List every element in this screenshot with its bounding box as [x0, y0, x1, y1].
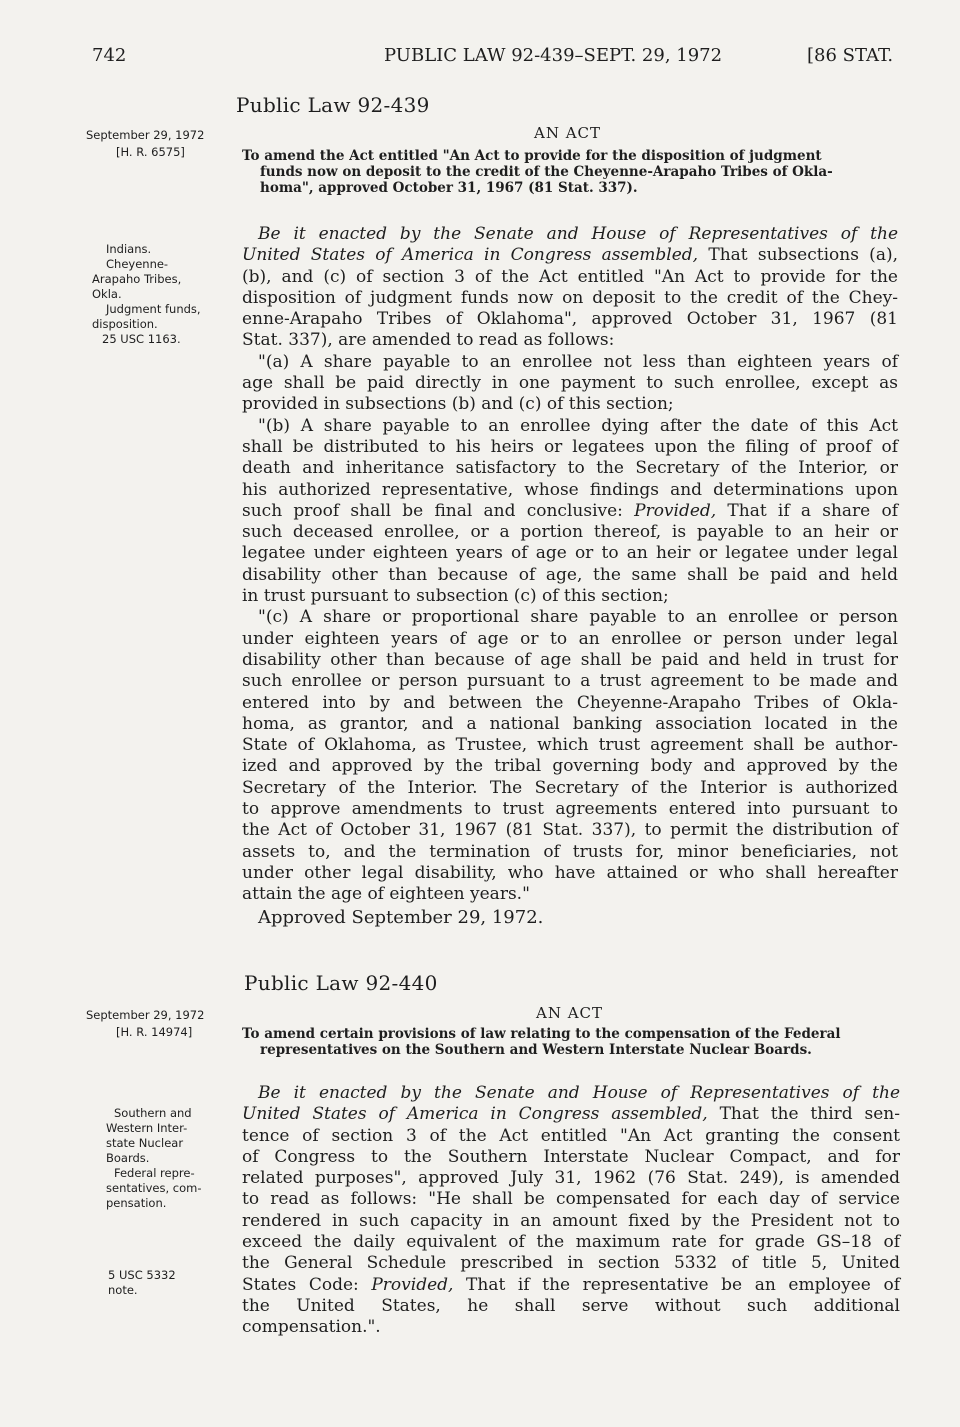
- law1-body: [242, 224, 898, 906]
- law1-body-line: Stat. 337), are amended to read as follows:: [242, 330, 615, 351]
- body-text: That if the representative be an employee of: [453, 1274, 900, 1295]
- law1-body-line: to approve amendments to trust agreements entered into pursuant to: [242, 799, 898, 820]
- margin-note: Arapaho Tribes,: [92, 272, 182, 286]
- law2-body: [242, 1083, 900, 1339]
- law2-date: September 29, 1972: [86, 1008, 205, 1022]
- law1-body-line: disability other than because of age shall be paid and held in trust for: [242, 649, 898, 670]
- law1-body-line: (b), and (c) of section 3 of the Act entitled "An Act to provide for the: [242, 266, 898, 287]
- law2-body-line: [242, 1104, 900, 1125]
- law1-body-line: under other legal disability, who have attained or who shall hereafter: [242, 862, 898, 883]
- law1-title-line: To amend the Act entitled "An Act to provide for the disposition of judgment: [242, 148, 822, 164]
- margin-note: note.: [108, 1283, 138, 1297]
- law1-body-line: disability other than because of age, the same shall be paid and held: [242, 564, 898, 585]
- body-text: That if a share of: [716, 500, 898, 521]
- law1-body-line: Secretary of the Interior. The Secretary of the Interior is authorized: [242, 777, 898, 798]
- enacting-italic: United States of America in Congress assembled,: [242, 245, 699, 266]
- law2-title: [242, 1026, 902, 1058]
- enacting-italic: United States of America in Congress assembled,: [242, 1104, 708, 1125]
- margin-note: Indians.: [106, 242, 152, 256]
- enacting-italic: Be it enacted by the Senate and House of Representatives of the: [258, 224, 898, 244]
- law2-date-block: [86, 1007, 204, 1041]
- law1-heading: Public Law 92-439: [236, 93, 430, 117]
- law2-an-act: AN ACT: [536, 1004, 604, 1022]
- law1-bill-number: [H. R. 6575]: [116, 145, 185, 159]
- enacting-italic: Be it enacted by the Senate and House of Representatives of the: [258, 1083, 900, 1103]
- law2-body-line: compensation.".: [242, 1317, 381, 1338]
- law1-body-line: homa, as grantor, and a national banking association located in the: [242, 713, 898, 734]
- margin-note: disposition.: [92, 317, 158, 331]
- law1-body-line: assets to, and the termination of trusts for, minor beneficiaries, not: [242, 841, 898, 862]
- margin-note: Southern and: [114, 1106, 192, 1120]
- body-text: States Code:: [242, 1274, 372, 1295]
- margin-note: Cheyenne-: [106, 257, 169, 271]
- law1-title: [242, 148, 902, 196]
- law1-margin-notes: [92, 242, 201, 347]
- body-text: That the third sen-: [707, 1104, 900, 1125]
- law2-body-line: tence of section 3 of the Act entitled "An Act granting the consent: [242, 1125, 900, 1146]
- margin-note: Federal repre-: [114, 1166, 195, 1180]
- law1-body-line: shall be distributed to his heirs or legatees upon the filing of proof of: [242, 436, 898, 457]
- margin-note: Boards.: [106, 1151, 150, 1165]
- law1-body-line: [242, 501, 898, 522]
- law1-body-line: "(b) A share payable to an enrollee dying after the date of this Act: [258, 415, 898, 436]
- margin-note: Western Inter-: [106, 1121, 188, 1135]
- law1-body-line: "(c) A share or proportional share payable to an enrollee or person: [258, 607, 898, 628]
- law1-enacting-line: [242, 224, 898, 245]
- law1-an-act: AN ACT: [534, 124, 602, 142]
- law1-body-line: under eighteen years of age or to an enrollee or person under legal: [242, 628, 898, 649]
- law1-body-line: disposition of judgment funds now on deposit to the credit of the Chey-: [242, 287, 898, 308]
- law1-body-line: attain the age of eighteen years.": [242, 884, 530, 905]
- law1-body-line: legatee under eighteen years of age or to an heir or legatee under legal: [242, 543, 898, 564]
- law1-body-line: entered into by and between the Cheyenne-Arapaho Tribes of Okla-: [242, 692, 898, 713]
- volume-reference: [86 STAT.: [807, 45, 894, 66]
- law2-body-line: the United States, he shall serve without such additional: [242, 1295, 900, 1316]
- margin-note: sentatives, com-: [106, 1181, 202, 1195]
- law2-title-line: representatives on the Southern and Western Interstate Nuclear Boards.: [260, 1042, 812, 1058]
- law2-bill-number: [H. R. 14974]: [116, 1025, 193, 1039]
- law1-body-line: such deceased enrollee, or a portion thereof, is payable to an heir or: [242, 522, 898, 543]
- law1-body-line: in trust pursuant to subsection (c) of this section;: [242, 586, 669, 607]
- page-number: 742: [92, 45, 127, 66]
- margin-note: state Nuclear: [106, 1136, 184, 1150]
- law2-title-line: To amend certain provisions of law relating to the compensation of the Federal: [242, 1026, 841, 1042]
- margin-note: Judgment funds,: [106, 302, 201, 316]
- law1-date-block: [86, 127, 204, 161]
- law1-body-line: "(a) A share payable to an enrollee not less than eighteen years of: [258, 351, 898, 372]
- law1-approved: Approved September 29, 1972.: [258, 907, 544, 928]
- running-title: PUBLIC LAW 92-439–SEPT. 29, 1972: [384, 45, 723, 66]
- provided-italic: Provided,: [371, 1274, 454, 1295]
- law2-margin-notes-usc: [108, 1268, 176, 1298]
- margin-note: 25 USC 1163.: [102, 332, 181, 346]
- law1-title-line: homa", approved October 31, 1967 (81 Stat. 337).: [260, 180, 638, 196]
- law2-enacting-line: [242, 1083, 900, 1104]
- law2-heading: Public Law 92-440: [244, 971, 438, 995]
- body-text: such proof shall be final and conclusive:: [242, 500, 635, 521]
- law1-body-line: [242, 245, 898, 266]
- margin-note: Okla.: [92, 287, 122, 301]
- law1-body-line: the Act of October 31, 1967 (81 Stat. 337), to permit the distribution of: [242, 820, 898, 841]
- law2-body-line: rendered in such capacity in an amount fixed by the President not to: [242, 1210, 900, 1231]
- law1-body-line: enne-Arapaho Tribes of Oklahoma", approved October 31, 1967 (81: [242, 309, 898, 330]
- law1-body-line: death and inheritance satisfactory to the Secretary of the Interior, or: [242, 458, 898, 479]
- margin-note: 5 USC 5332: [108, 1268, 176, 1282]
- law1-body-line: ized and approved by the tribal governing body and approved by the: [242, 756, 898, 777]
- law1-body-line: State of Oklahoma, as Trustee, which trust agreement shall be author-: [242, 735, 898, 756]
- law2-body-line: related purposes", approved July 31, 1962 (76 Stat. 249), is amended: [242, 1168, 900, 1189]
- law1-date: September 29, 1972: [86, 128, 205, 142]
- law2-margin-notes: [106, 1106, 202, 1211]
- law1-body-line: his authorized representative, whose findings and determinations upon: [242, 479, 898, 500]
- law1-body-line: age shall be paid directly in one payment to such enrollee, except as: [242, 373, 898, 394]
- page-header: [0, 45, 960, 75]
- law1-body-line: provided in subsections (b) and (c) of this section;: [242, 394, 674, 415]
- law2-body-line: exceed the daily equivalent of the maximum rate for grade GS–18 of: [242, 1232, 900, 1253]
- law2-body-line: of Congress to the Southern Interstate Nuclear Compact, and for: [242, 1146, 900, 1167]
- law2-body-line: to read as follows: "He shall be compensated for each day of service: [242, 1189, 900, 1210]
- law2-body-line: [242, 1275, 900, 1296]
- law2-body-line: the General Schedule prescribed in section 5332 of title 5, United: [242, 1253, 900, 1274]
- law1-title-line: funds now on deposit to the credit of the Cheyenne-Arapaho Tribes of Okla-: [260, 164, 833, 180]
- body-text: That subsections (a),: [698, 245, 898, 266]
- law1-body-line: such enrollee or person pursuant to a trust agreement to be made and: [242, 671, 898, 692]
- margin-note: pensation.: [106, 1196, 167, 1210]
- provided-italic: Provided,: [634, 500, 717, 521]
